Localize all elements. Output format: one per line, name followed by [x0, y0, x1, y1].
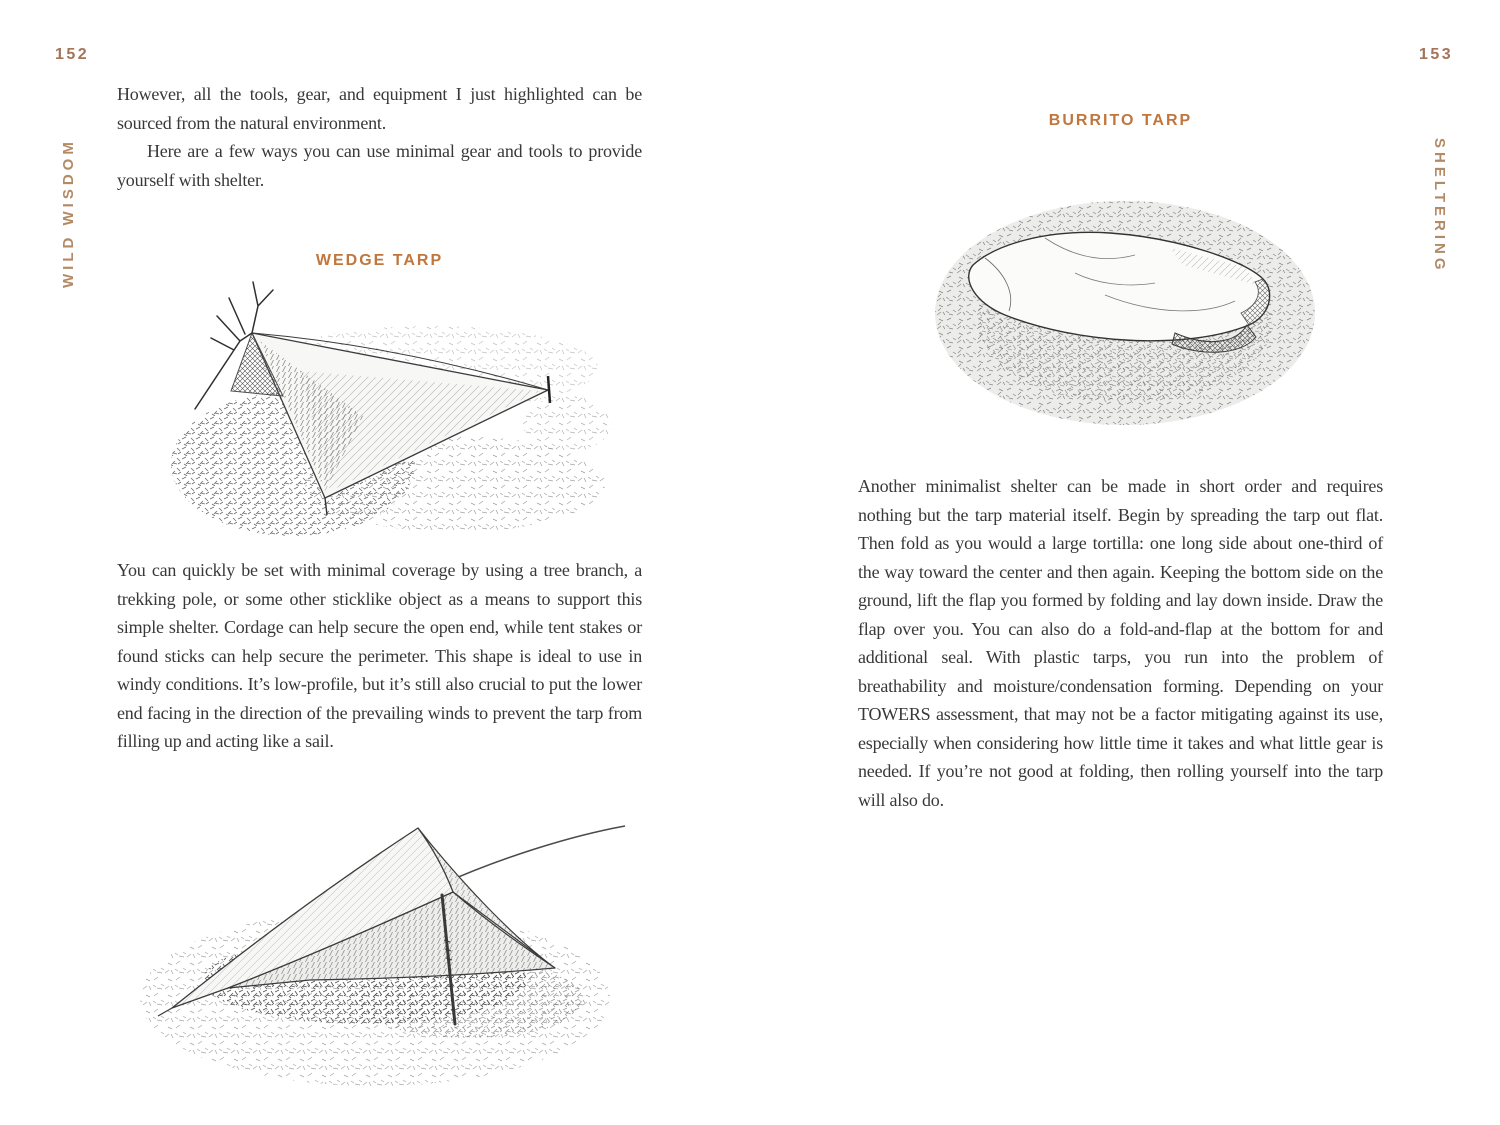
wedge-tarp-branch-drawing	[125, 276, 615, 544]
burrito-tarp-illustration	[925, 163, 1325, 448]
left-body-text	[117, 556, 642, 756]
burrito-tarp-drawing	[925, 163, 1325, 448]
intro-paragraph-2: Here are a few ways you can use minimal gear and tools to provide yourself with shelter.	[117, 141, 642, 190]
burrito-tarp-heading: BURRITO TARP	[1048, 112, 1193, 129]
grass-right	[523, 396, 611, 452]
wedge-tarp-pole-illustration	[130, 800, 630, 1095]
burrito-tarp-paragraph: Another minimalist shelter can be made in short order and requires nothing but the tarp material itself. Begin by spreading the tarp out flat. Then fold as you would a large tortilla: one long side about one-third of the way toward the center and then again. Keeping the bottom side on the ground, lift the flap you formed by folding and lay down inside. Draw the flap over you. You can also do a fold-and-flap at the bottom for and additional seal. With plastic tarps, you run into the problem of breathability and moisture/condensation forming. Depending on your TOWERS assessment, that may not be a factor mitigating against its use, especially when considering how little time it takes and what little gear is needed. If you’re not good at folding, then rolling yourself into the tarp will also do.	[858, 476, 1383, 810]
guy-line	[440, 826, 625, 885]
wedge-tarp-pole-drawing	[130, 800, 630, 1095]
wedge-tarp-branch-illustration	[125, 276, 615, 544]
wedge-tarp-paragraph: You can quickly be set with minimal coverage by using a tree branch, a trekking pole, or some other sticklike object as a means to support this simple shelter. Cordage can help secure the open end, while tent stakes or found sticks can help secure the perimeter. This shape is ideal to use in windy conditions. It’s low-profile, but it’s still also crucial to put the lower end facing in the direction of the prevailing winds to prevent the tarp from filling up and acting like a sail.	[117, 560, 642, 751]
page-number-left: 152	[55, 46, 90, 63]
right-body-text	[858, 472, 1383, 814]
wedge-tarp-heading: WEDGE TARP	[315, 252, 444, 269]
page-number-right: 153	[1419, 46, 1454, 63]
margin-label-wild-wisdom: WILD WISDOM	[60, 138, 77, 288]
margin-label-sheltering: SHELTERING	[1431, 138, 1448, 274]
left-intro-text	[117, 80, 642, 194]
intro-paragraph-1: However, all the tools, gear, and equipment I just highlighted can be sourced from the natural environment.	[117, 84, 642, 133]
